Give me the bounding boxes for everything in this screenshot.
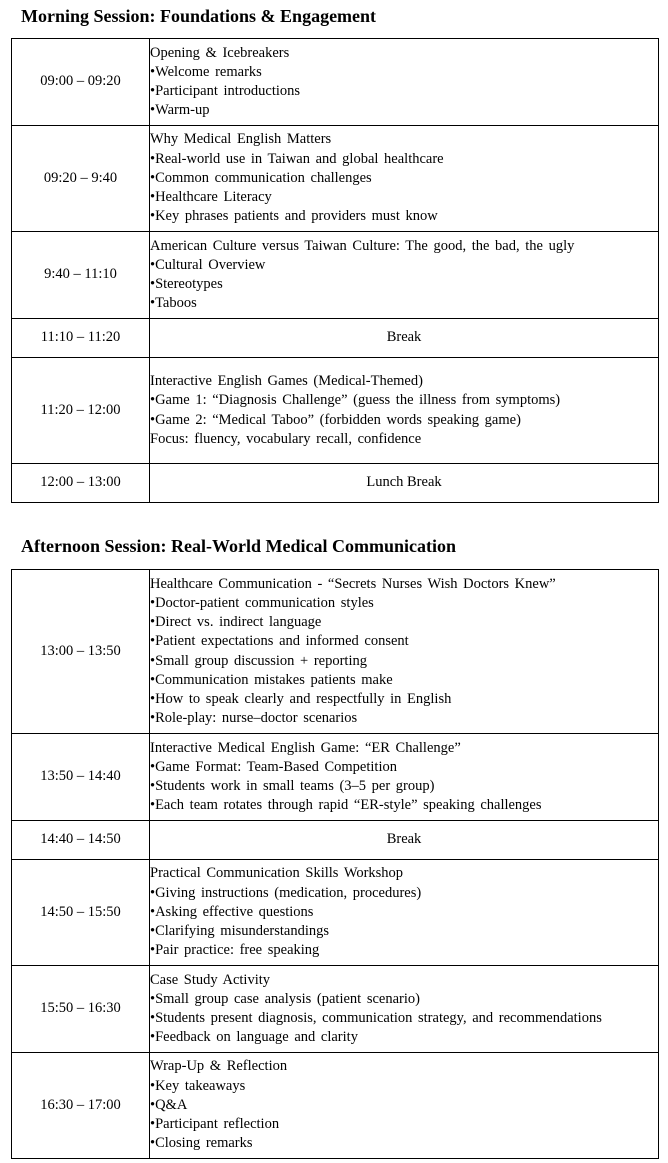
afternoon-session-title: Afternoon Session: Real-World Medical Communication bbox=[21, 536, 456, 556]
afternoon-schedule-table bbox=[11, 569, 659, 1159]
activity-title: Case Study Activity bbox=[150, 971, 270, 988]
morning-session-title: Morning Session: Foundations & Engagement bbox=[21, 6, 377, 26]
activity-line: •Small group discussion + reporting bbox=[150, 652, 367, 669]
activity-line: •Key takeaways bbox=[150, 1077, 246, 1094]
activity-line: •Role-play: nurse–doctor scenarios bbox=[150, 710, 358, 727]
time-slot: 09:00 – 09:20 bbox=[12, 39, 150, 126]
activity-line: •Closing remarks bbox=[150, 1135, 253, 1152]
activity-description bbox=[150, 966, 659, 1053]
morning-schedule-table bbox=[11, 38, 659, 503]
schedule-row bbox=[12, 464, 659, 503]
activity-title: American Culture versus Taiwan Culture: The good, the bad, the ugly bbox=[150, 237, 575, 254]
activity-description bbox=[150, 39, 659, 126]
time-slot: 13:50 – 14:40 bbox=[12, 734, 150, 821]
activity-line: •Feedback on language and clarity bbox=[150, 1029, 358, 1046]
activity-title: Why Medical English Matters bbox=[150, 131, 332, 148]
time-slot: 12:00 – 13:00 bbox=[12, 464, 150, 503]
schedule-row bbox=[12, 126, 659, 232]
activity-line: •Warm-up bbox=[150, 102, 210, 119]
activity-description bbox=[150, 126, 659, 232]
activity-title: Practical Communication Skills Workshop bbox=[150, 865, 404, 882]
time-slot: 14:50 – 15:50 bbox=[12, 860, 150, 966]
time-slot: 13:00 – 13:50 bbox=[12, 570, 150, 734]
schedule-row bbox=[12, 39, 659, 126]
schedule-row bbox=[12, 966, 659, 1053]
activity-title: Wrap-Up & Reflection bbox=[150, 1058, 288, 1075]
activity-line: •Key phrases patients and providers must know bbox=[150, 208, 438, 225]
schedule-row bbox=[12, 232, 659, 319]
activity-line: •Welcome remarks bbox=[150, 63, 262, 80]
activity-line: •How to speak clearly and respectfully in English bbox=[150, 690, 452, 707]
activity-line: •Each team rotates through rapid “ER-style” speaking challenges bbox=[150, 797, 542, 814]
activity-line: •Giving instructions (medication, procedures) bbox=[150, 884, 422, 901]
activity-description bbox=[150, 570, 659, 734]
schedule-row bbox=[12, 570, 659, 734]
activity-line: •Game Format: Team-Based Competition bbox=[150, 758, 397, 775]
activity-line: •Stereotypes bbox=[150, 276, 223, 292]
activity-line: •Game 2: “Medical Taboo” (forbidden words speaking game) bbox=[150, 411, 521, 428]
time-slot: 14:40 – 14:50 bbox=[12, 821, 150, 860]
activity-line: •Communication mistakes patients make bbox=[150, 671, 393, 688]
activity-title: Interactive English Games (Medical-Themed) bbox=[150, 373, 423, 390]
activity-line: •Game 1: “Diagnosis Challenge” (guess the illness from symptoms) bbox=[150, 392, 561, 409]
activity-line: •Healthcare Literacy bbox=[150, 189, 272, 206]
activity-line: •Taboos bbox=[150, 295, 197, 312]
time-slot: 11:10 – 11:20 bbox=[12, 319, 150, 358]
schedule-row bbox=[12, 1053, 659, 1159]
activity-line: •Cultural Overview bbox=[150, 256, 266, 273]
activity-line: •Direct vs. indirect language bbox=[150, 614, 322, 631]
activity-line: •Students present diagnosis, communication strategy, and recommendations bbox=[150, 1010, 602, 1026]
schedule-row bbox=[12, 734, 659, 821]
activity-line: •Students work in small teams (3–5 per group) bbox=[150, 778, 435, 794]
schedule-row bbox=[12, 860, 659, 966]
schedule-row bbox=[12, 821, 659, 860]
time-slot: 9:40 – 11:10 bbox=[12, 232, 150, 319]
activity-line: •Patient expectations and informed consent bbox=[150, 633, 409, 650]
activity-line: •Q&A bbox=[150, 1096, 188, 1113]
activity-description bbox=[150, 1053, 659, 1159]
activity-title: Healthcare Communication - “Secrets Nurses Wish Doctors Knew” bbox=[150, 575, 556, 592]
time-slot: 11:20 – 12:00 bbox=[12, 358, 150, 464]
activity-title: Interactive Medical English Game: “ER Challenge” bbox=[150, 739, 461, 756]
activity-line: •Participant reflection bbox=[150, 1116, 280, 1133]
break-label: Break bbox=[150, 319, 659, 358]
time-slot: 15:50 – 16:30 bbox=[12, 966, 150, 1053]
break-label: Break bbox=[150, 821, 659, 860]
activity-line: Focus: fluency, vocabulary recall, confidence bbox=[150, 430, 422, 447]
activity-description bbox=[150, 860, 659, 966]
activity-title: Opening & Icebreakers bbox=[150, 44, 290, 61]
activity-line: •Clarifying misunderstandings bbox=[150, 923, 330, 940]
activity-line: •Small group case analysis (patient scenario) bbox=[150, 990, 420, 1007]
schedule-row bbox=[12, 319, 659, 358]
activity-line: •Pair practice: free speaking bbox=[150, 942, 320, 959]
activity-description bbox=[150, 734, 659, 821]
activity-line: •Doctor-patient communication styles bbox=[150, 594, 374, 611]
schedule-row bbox=[12, 358, 659, 464]
activity-line: •Participant introductions bbox=[150, 83, 301, 99]
activity-description bbox=[150, 358, 659, 464]
activity-line: •Asking effective questions bbox=[150, 903, 314, 920]
break-label: Lunch Break bbox=[150, 464, 659, 503]
time-slot: 16:30 – 17:00 bbox=[12, 1053, 150, 1159]
time-slot: 09:20 – 9:40 bbox=[12, 126, 150, 232]
activity-line: •Common communication challenges bbox=[150, 169, 372, 186]
activity-description bbox=[150, 232, 659, 319]
activity-line: •Real-world use in Taiwan and global healthcare bbox=[150, 150, 444, 167]
